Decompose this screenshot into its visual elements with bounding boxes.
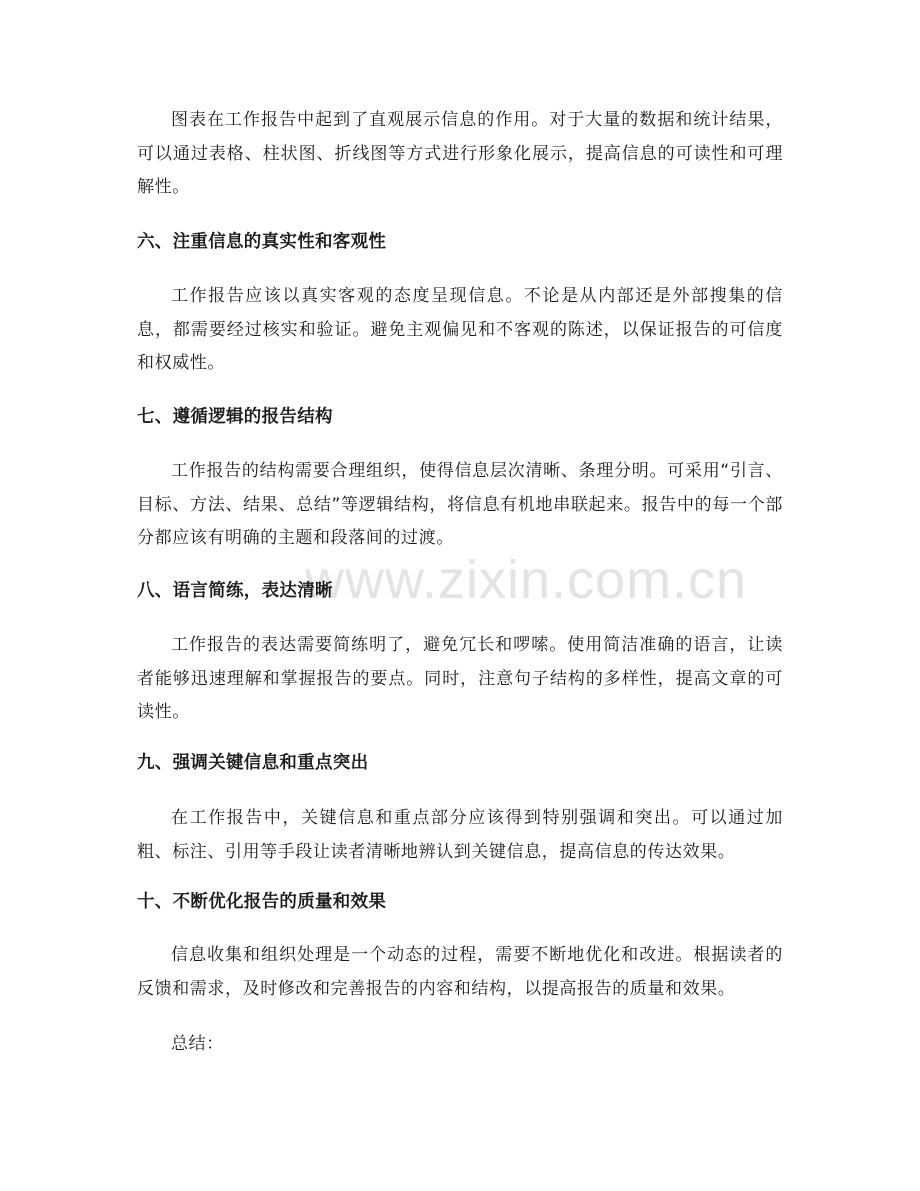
heading-section-6: 六、注重信息的真实性和客观性 (137, 232, 387, 252)
heading-section-10: 十、不断优化报告的质量和效果 (137, 892, 387, 912)
heading-section-9: 九、强调关键信息和重点突出 (137, 753, 369, 773)
paragraph-section-8: 工作报告的表达需要简练明了，避免冗长和啰嗦。使用简洁准确的语言，让读者能够迅速理解和掌握报告的要点。同时，注意句子结构的多样性，提高文章的可读性。 (137, 635, 783, 722)
paragraph-section-7: 工作报告的结构需要合理组织，使得信息层次清晰、条理分明。可采用“引言、目标、方法、结果、总结”等逻辑结构，将信息有机地串联起来。报告中的每一个部分都应该有明确的主题和段落间的过渡。 (137, 461, 783, 548)
heading-section-7: 七、遵循逻辑的报告结构 (137, 407, 333, 427)
paragraph-charts: 图表在工作报告中起到了直观展示信息的作用。对于大量的数据和统计结果，可以通过表格、柱状图、折线图等方式进行形象化展示，提高信息的可读性和可理解性。 (137, 110, 783, 197)
summary-label: 总结： (171, 1034, 224, 1054)
watermark: www.zixin.com.cn (305, 550, 748, 610)
paragraph-section-9: 在工作报告中，关键信息和重点部分应该得到特别强调和突出。可以通过加粗、标注、引用等手段让读者清晰地辨认到关键信息，提高信息的传达效果。 (137, 808, 783, 862)
paragraph-section-6: 工作报告应该以真实客观的态度呈现信息。不论是从内部还是外部搜集的信息，都需要经过核实和验证。避免主观偏见和不客观的陈述，以保证报告的可信度和权威性。 (137, 286, 783, 373)
paragraph-section-10: 信息收集和组织处理是一个动态的过程，需要不断地优化和改进。根据读者的反馈和需求，及时修改和完善报告的内容和结构，以提高报告的质量和效果。 (137, 945, 783, 999)
heading-section-8: 八、语言简练，表达清晰 (137, 581, 333, 601)
